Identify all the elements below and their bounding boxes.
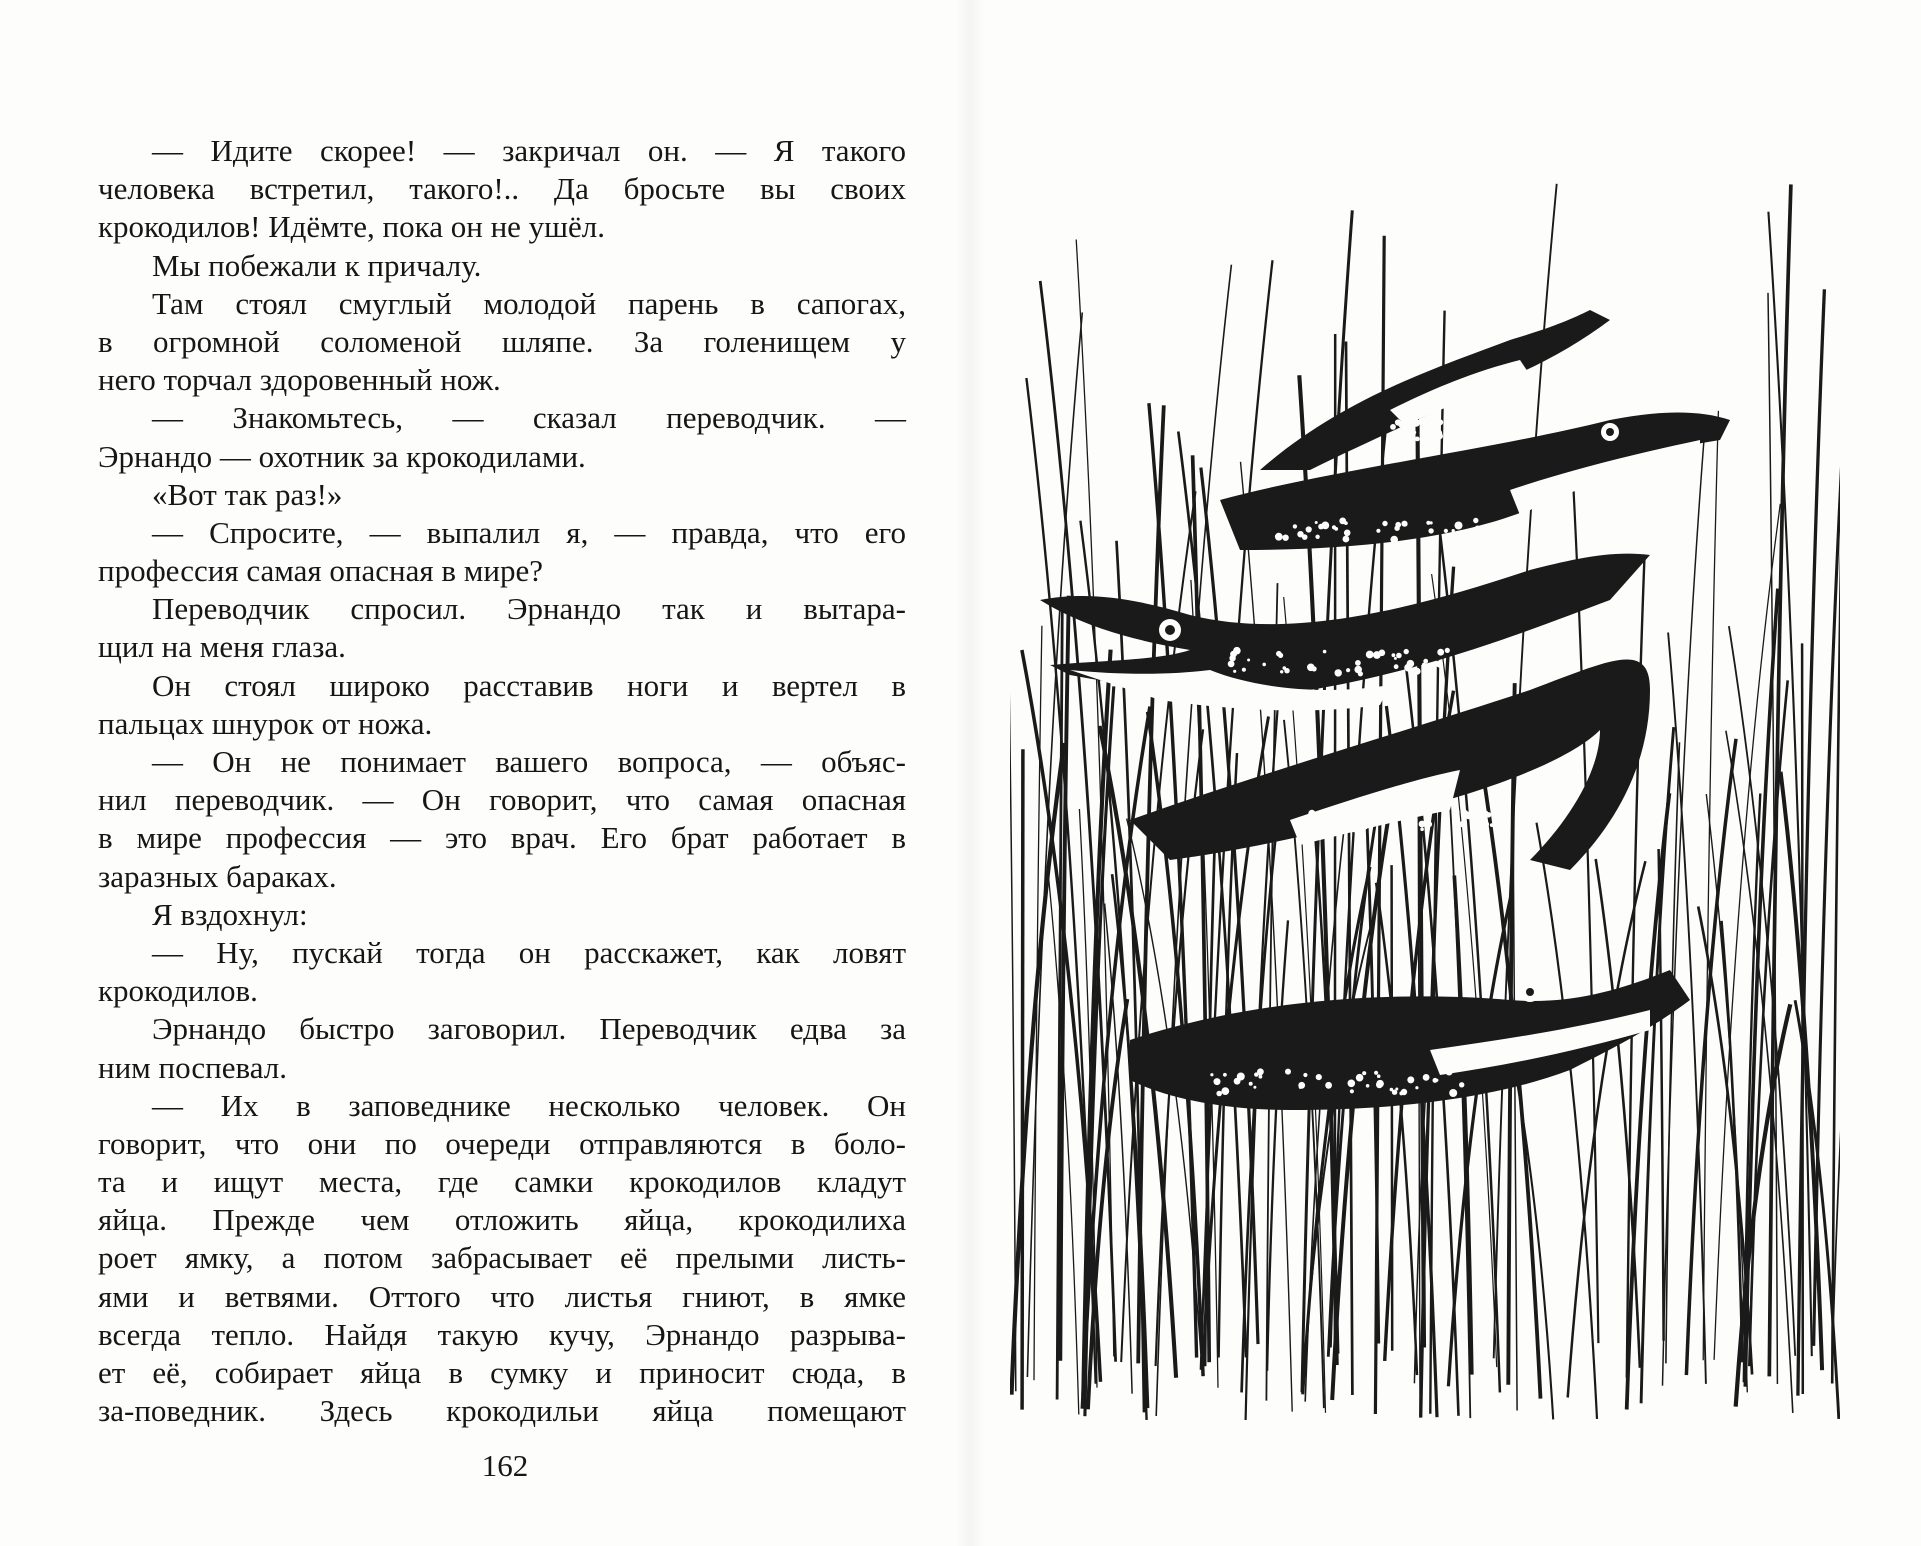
scale-dot — [1426, 521, 1430, 525]
scale-dot — [1414, 668, 1421, 675]
text-line: Эрнандо — охотник за крокодилами. — [98, 438, 586, 474]
scale-dot — [1323, 650, 1327, 654]
scale-dot — [1484, 530, 1487, 533]
scale-dot — [1433, 1078, 1438, 1083]
scale-dot — [1459, 1082, 1464, 1087]
scale-dot — [1237, 1073, 1245, 1081]
scale-dot — [1465, 812, 1473, 820]
scale-dot — [1475, 526, 1481, 532]
scale-dot — [1340, 810, 1344, 814]
scale-dot — [1210, 1073, 1213, 1076]
text-line: всегда тепло. Найдя такую кучу, Эрнандо разрыва- — [98, 1316, 906, 1352]
scale-dot — [1490, 823, 1494, 827]
scale-dot — [1233, 670, 1236, 673]
scale-dot — [1407, 421, 1413, 427]
scale-dot — [1455, 522, 1463, 530]
scale-dot — [1335, 669, 1342, 676]
text-line: «Вот так раз!» — [152, 476, 343, 512]
scale-dot — [1390, 424, 1396, 430]
text-line: — Знакомьтесь, — сказал переводчик. — — [152, 400, 906, 436]
scale-dot — [1257, 1068, 1264, 1075]
scale-dot — [1495, 522, 1500, 527]
reed-stalk — [1832, 286, 1840, 1384]
reed-stalk — [1432, 574, 1497, 1367]
scale-dot — [1316, 1074, 1322, 1080]
scale-dot — [1511, 519, 1517, 525]
text-line: человека встретил, такого!.. Да бросьте вы своих — [98, 171, 906, 207]
text-line: говорит, что они по очереди отправляются в боло- — [98, 1125, 906, 1161]
scale-dot — [1428, 528, 1433, 533]
text-line: заразных бараках. — [98, 858, 337, 894]
scale-dot — [1399, 807, 1406, 814]
scale-dot — [1344, 530, 1351, 537]
scale-dot — [1350, 1089, 1354, 1093]
text-line: Эрнандо быстро заговорил. Переводчик едва за — [152, 1011, 906, 1047]
reed-stalk — [1392, 865, 1393, 1351]
scale-dot — [1214, 1078, 1221, 1085]
scale-dot — [1506, 418, 1509, 421]
text-line: — Он не понимает вашего вопроса, — объяс- — [152, 744, 906, 779]
crocodile-bottom — [1130, 970, 1690, 1110]
reed-stalk — [1768, 212, 1811, 1356]
reed-stalk — [1010, 523, 1016, 1392]
scale-dot — [1463, 436, 1469, 442]
scale-dot — [1216, 1091, 1222, 1097]
scale-dot — [1382, 820, 1386, 824]
scale-dot — [1492, 431, 1499, 438]
text-line: — Идите скорее! — закричал он. — Я такого — [152, 133, 906, 168]
text-line: крокодилов! Идёмте, пока он не ушёл. — [98, 209, 606, 245]
text-line: крокодилов. — [98, 973, 258, 1009]
reed-stalk — [1537, 823, 1598, 1419]
text-line: ями и ветвями. Оттого что листья гниют, в ямке — [98, 1278, 906, 1314]
text-line: профессия самая опасная в мире? — [98, 553, 543, 589]
scale-dot — [1433, 664, 1436, 667]
text-line: пальцах шнурок от ножа. — [98, 705, 433, 741]
scale-dot — [1395, 522, 1401, 528]
text-line: — Ну, пускай тогда он расскажет, как ловят — [152, 934, 906, 970]
scale-dot — [1398, 435, 1401, 438]
text-line: роет ямку, а потом забрасывает её прелыми листь- — [98, 1240, 906, 1276]
text-line: ет её, собирает яйца в сумку и приносит сюда, в — [98, 1355, 906, 1390]
scale-dot — [1280, 670, 1283, 673]
scale-dot — [1308, 810, 1315, 817]
scale-dot — [1285, 1069, 1291, 1075]
page-number: 162 — [481, 1448, 529, 1483]
text-line: щил на меня глаза. — [98, 629, 346, 665]
scale-dot — [1401, 1089, 1407, 1095]
crocodile-illustration — [1010, 170, 1840, 1420]
scale-dot — [1430, 424, 1434, 428]
scale-dot — [1429, 667, 1436, 674]
scale-dot — [1412, 419, 1420, 427]
scale-dot — [1355, 660, 1361, 666]
scale-dot — [1282, 535, 1288, 541]
scale-dot — [1444, 529, 1448, 533]
scale-dot — [1403, 819, 1406, 822]
scale-dot — [1423, 1074, 1430, 1081]
scale-dot — [1396, 653, 1402, 659]
scale-dot — [1283, 666, 1287, 670]
text-line: — Спросите, — выпалил я, — правда, что его — [152, 514, 906, 550]
body-text — [98, 132, 906, 1430]
scale-dot — [1356, 818, 1360, 822]
scale-dot — [1407, 1076, 1414, 1083]
scale-dot — [1395, 1088, 1398, 1091]
scale-dot — [1436, 660, 1443, 667]
scale-dot — [1390, 1088, 1394, 1092]
scale-dot — [1477, 814, 1480, 817]
scale-dot — [1318, 524, 1324, 530]
scale-dot — [1325, 1082, 1332, 1089]
scale-dot — [1446, 1069, 1453, 1076]
scale-dot — [1413, 431, 1417, 435]
scale-dot — [1315, 521, 1318, 524]
scale-dot — [1484, 811, 1488, 815]
scale-dot — [1451, 422, 1456, 427]
scale-dot — [1228, 661, 1235, 668]
scale-dot — [1249, 1082, 1253, 1086]
scale-dot — [1404, 649, 1409, 654]
text-line: Я вздохнул: — [152, 896, 308, 932]
scale-dot — [1306, 526, 1312, 532]
scale-dot — [1374, 1071, 1378, 1075]
scale-dot — [1453, 809, 1460, 816]
scale-dot — [1445, 648, 1450, 653]
scale-dot — [1307, 664, 1315, 672]
scale-dot — [1402, 421, 1407, 426]
scale-dot — [1382, 521, 1387, 526]
scale-dot — [1315, 535, 1319, 539]
scale-dot — [1343, 536, 1350, 543]
scale-dot — [1322, 814, 1326, 818]
scale-dot — [1373, 651, 1381, 659]
scale-dot — [1478, 818, 1484, 824]
scale-dot — [1346, 668, 1350, 672]
scale-dot — [1437, 419, 1443, 425]
scale-dot — [1390, 536, 1398, 544]
scale-dot — [1392, 653, 1396, 657]
text-line: Переводчик спросил. Эрнандо так и вытара- — [152, 591, 906, 627]
reed-stalk — [1022, 749, 1023, 1409]
scale-dot — [1242, 668, 1246, 672]
scale-dot — [1419, 821, 1426, 828]
scale-dot — [1299, 1086, 1302, 1089]
scale-dot — [1455, 536, 1460, 541]
page-gutter — [955, 0, 985, 1546]
scale-dot — [1473, 518, 1478, 523]
scale-dot — [1496, 813, 1503, 820]
scale-dot — [1401, 521, 1407, 527]
scale-dot — [1332, 525, 1336, 529]
scale-dot — [1424, 425, 1432, 433]
text-line: Он стоял широко расставив ноги и вертел в — [152, 667, 906, 703]
text-line: нил переводчик. — Он говорит, что самая опасная — [98, 782, 906, 818]
scale-dot — [1504, 538, 1507, 541]
scale-dot — [1415, 1086, 1418, 1089]
scale-dot — [1303, 1073, 1307, 1077]
reed-stalk — [1663, 425, 1706, 1386]
scale-dot — [1422, 666, 1426, 670]
scale-dot — [1403, 824, 1411, 832]
crocodile-drawing — [1010, 170, 1840, 1420]
scale-dot — [1460, 821, 1467, 828]
scale-dot — [1453, 427, 1460, 434]
scale-dot — [1474, 422, 1482, 430]
text-line: Мы побежали к причалу. — [152, 247, 482, 283]
scale-dot — [1498, 420, 1505, 427]
scale-dot — [1275, 533, 1283, 541]
scale-dot — [1377, 1074, 1381, 1078]
scale-dot — [1394, 664, 1399, 669]
scale-dot — [1421, 430, 1424, 433]
text-line: яйца. Прежде чем отложить яйца, крокодилиха — [98, 1202, 906, 1238]
text-line: в огромной соломеной шляпе. За голенищем у — [98, 323, 906, 359]
scale-dot — [1452, 529, 1455, 532]
scale-dot — [1420, 827, 1424, 831]
text-line: за-поведник. Здесь крокодильи яйца помещают — [98, 1393, 906, 1429]
scale-dot — [1371, 809, 1375, 813]
scale-dot — [1440, 807, 1445, 812]
scale-dot — [1408, 819, 1412, 823]
text-line: него торчал здоровенный нож. — [98, 362, 501, 398]
scale-dot — [1297, 531, 1303, 537]
scale-dot — [1230, 651, 1237, 658]
scale-dot — [1511, 531, 1519, 539]
scale-dot — [1223, 1073, 1227, 1077]
scale-dot — [1423, 659, 1428, 664]
scale-dot — [1276, 651, 1282, 657]
scale-dot — [1484, 432, 1487, 435]
scale-dot — [1415, 437, 1420, 442]
scale-dot — [1426, 821, 1432, 827]
scale-dot — [1463, 425, 1471, 433]
text-line: в мире профессия — это врач. Его брат работает в — [98, 820, 906, 856]
scale-dot — [1330, 812, 1333, 815]
scale-dot — [1259, 1075, 1263, 1079]
scale-dot — [1354, 666, 1362, 674]
scale-dot — [1253, 1086, 1256, 1089]
scale-dot — [1342, 822, 1350, 830]
scale-dot — [1356, 1074, 1364, 1082]
reed-stalk — [1513, 808, 1517, 1411]
scale-dot — [1376, 1080, 1384, 1088]
text-line: та и ищут места, где самки крокодилов кладут — [98, 1164, 906, 1200]
scale-dot — [1348, 1080, 1356, 1088]
scale-dot — [1366, 1084, 1370, 1088]
scale-dot — [1470, 536, 1475, 541]
reed-stalk — [1666, 742, 1680, 1363]
scale-dot — [1366, 651, 1374, 659]
scale-dot — [1436, 433, 1443, 440]
text-line: — Их в заповеднике несколько человек. Он — [152, 1087, 906, 1123]
scale-dot — [1474, 818, 1478, 822]
scale-dot — [1362, 1071, 1366, 1075]
scale-dot — [1396, 429, 1403, 436]
scale-dot — [1339, 518, 1346, 525]
scale-dot — [1428, 434, 1434, 440]
scale-dot — [1449, 1089, 1457, 1097]
scale-dot — [1388, 818, 1393, 823]
scale-dot — [1262, 663, 1266, 667]
scale-dot — [1221, 1087, 1229, 1095]
scale-dot — [1293, 524, 1297, 528]
scale-dot — [1473, 435, 1478, 440]
text-line: Там стоял смуглый молодой парень в сапогах, — [152, 285, 906, 321]
scale-dot — [1375, 810, 1381, 816]
scale-dot — [1394, 657, 1397, 660]
scale-dot — [1247, 659, 1250, 662]
scale-dot — [1348, 807, 1354, 813]
scale-dot — [1483, 821, 1489, 827]
scale-dot — [1437, 649, 1444, 656]
scale-dot — [1361, 823, 1368, 830]
scale-dot — [1404, 664, 1412, 672]
text-line: ним поспевал. — [98, 1049, 287, 1085]
scale-dot — [1376, 529, 1380, 533]
